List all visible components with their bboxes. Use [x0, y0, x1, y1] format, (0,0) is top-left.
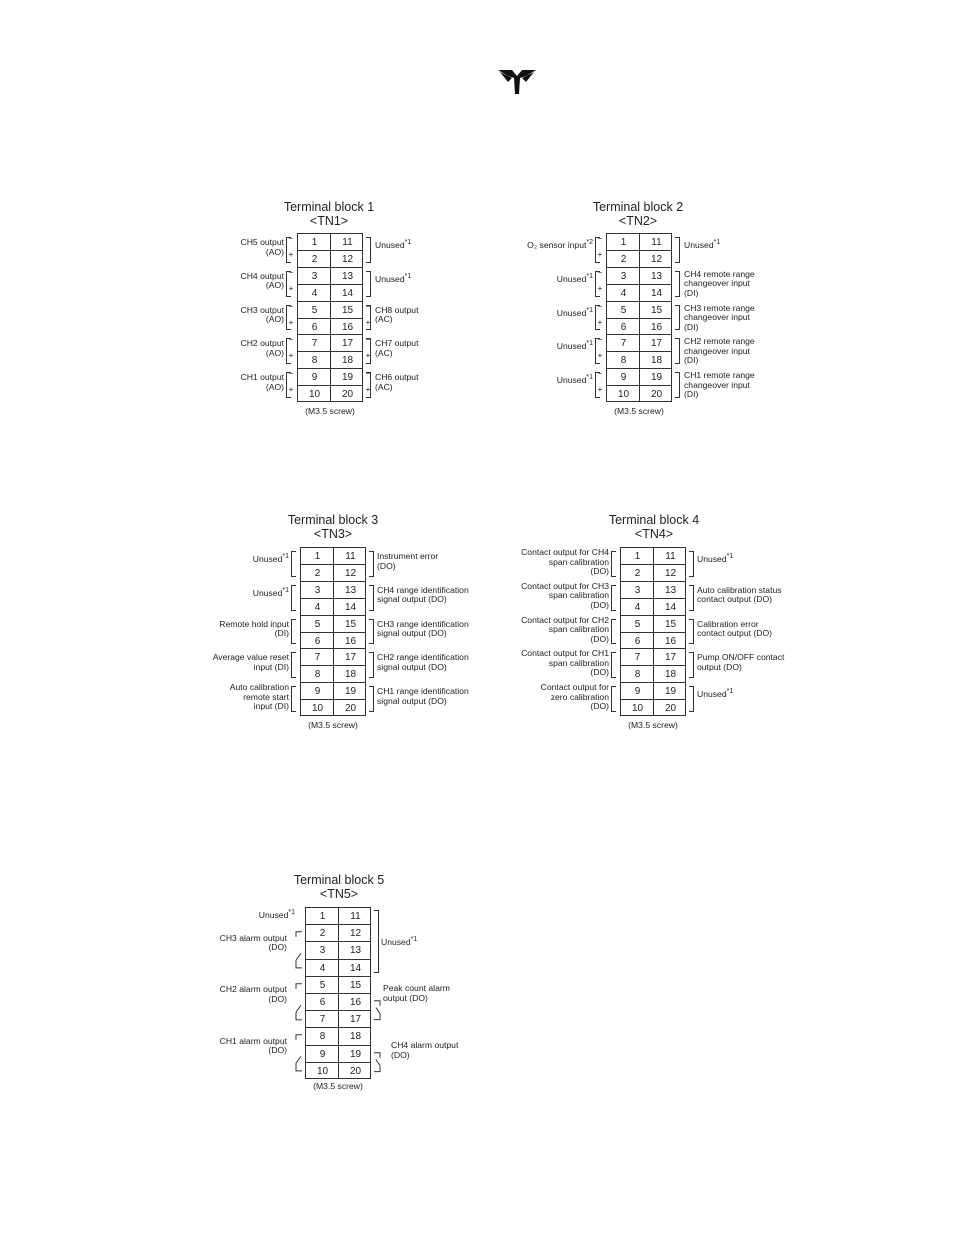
terminal-number-right: 20: [349, 1065, 362, 1077]
block-title: Terminal block 3: [287, 513, 379, 527]
terminal-label-right: Unused$^{*1}$: [381, 935, 418, 947]
polarity-mark: −: [597, 267, 603, 277]
polarity-mark: +: [597, 249, 603, 259]
row-line: [298, 301, 362, 302]
polarity-mark: −: [597, 234, 603, 243]
bracket: [675, 237, 680, 263]
terminal-number-left: 6: [311, 321, 318, 333]
bracket: [291, 619, 296, 645]
polarity-mark: +: [288, 317, 294, 327]
terminal-number-right: 13: [650, 270, 663, 282]
terminal-number-right: 20: [650, 389, 663, 401]
row-line: [621, 682, 685, 683]
terminal-number-right: 17: [664, 652, 677, 664]
terminal-number-right: 17: [341, 338, 354, 350]
terminal-number-left: 6: [620, 321, 627, 333]
row-line: [301, 564, 365, 565]
terminal-number-right: 20: [341, 389, 354, 401]
row-line: [301, 598, 365, 599]
terminal-label-left: CH4 output (AO): [240, 270, 284, 291]
terminal-number-left: 7: [319, 1014, 326, 1026]
row-line: [621, 632, 685, 633]
row-line: [306, 1062, 370, 1063]
bracket: [689, 652, 694, 678]
polarity-mark: −: [597, 301, 603, 311]
bracket: [611, 619, 616, 645]
terminal-number-right: 14: [650, 287, 663, 299]
teledyne-logo-icon: [498, 70, 536, 94]
terminal-number-left: 6: [314, 635, 321, 647]
bracket: [291, 585, 296, 611]
terminal-number-right: 16: [650, 321, 663, 333]
row-line: [301, 581, 365, 582]
row-line: [306, 959, 370, 960]
terminal-number-left: 4: [314, 601, 321, 613]
terminal-number-right: 13: [349, 945, 362, 957]
row-line: [298, 250, 362, 251]
terminal-number-left: 2: [311, 253, 318, 265]
terminal-number-left: 4: [634, 601, 641, 613]
bracket: [291, 686, 296, 712]
terminal-number-right: 17: [349, 1014, 362, 1026]
row-line: [621, 648, 685, 649]
terminal-number-right: 12: [650, 253, 663, 265]
bracket: [611, 652, 616, 678]
relay-contact-icon: [292, 924, 304, 976]
terminal-number-right: 18: [341, 355, 354, 367]
terminal-number-right: 16: [664, 635, 677, 647]
terminal-label-right: Auto calibration status contact output (DO): [697, 584, 782, 605]
polarity-mark: −: [597, 335, 603, 345]
terminal-label-left: CH5 output (AO): [240, 237, 284, 257]
polarity-mark: −: [365, 301, 371, 311]
terminal-number-left: 8: [311, 355, 318, 367]
terminal-number-left: 2: [634, 567, 641, 579]
row-line: [301, 699, 365, 700]
terminal-number-right: 12: [341, 253, 354, 265]
row-line: [621, 665, 685, 666]
terminal-number-left: 5: [634, 618, 641, 630]
terminal-number-right: 19: [349, 1048, 362, 1060]
row-line: [306, 1027, 370, 1028]
row-line: [607, 368, 671, 369]
bracket: [291, 652, 296, 678]
terminal-number-left: 3: [319, 945, 326, 957]
bracket: [675, 271, 680, 297]
terminal-number-right: 18: [349, 1031, 362, 1043]
row-line: [621, 615, 685, 616]
terminal-label-right: CH1 remote range changeover input (DI): [684, 370, 755, 400]
polarity-mark: +: [597, 283, 603, 293]
terminal-number-right: 14: [349, 962, 362, 974]
terminal-number-left: 1: [319, 911, 326, 922]
bracket: [689, 551, 694, 577]
terminal-table: [305, 907, 371, 1079]
block-subtitle: <TN4>: [634, 527, 674, 541]
bracket: [675, 338, 680, 364]
terminal-number-left: 6: [319, 997, 326, 1008]
bracket: [366, 237, 371, 263]
row-line: [621, 598, 685, 599]
terminal-number-right: 13: [664, 584, 677, 596]
terminal-number-left: 9: [319, 1048, 326, 1060]
terminal-label-left: Contact output for CH2 span calibration (DO): [521, 614, 609, 644]
row-line: [607, 284, 671, 285]
row-line: [306, 924, 370, 925]
block-subtitle: <TN3>: [313, 527, 353, 541]
terminal-label-right: Calibration error contact output (DO): [697, 618, 772, 639]
terminal-number-right: 11: [342, 237, 353, 248]
bracket: [675, 305, 680, 331]
terminal-number-right: 17: [650, 338, 663, 350]
terminal-number-right: 16: [341, 321, 354, 333]
terminal-number-left: 5: [311, 304, 318, 316]
terminal-number-right: 14: [344, 601, 357, 613]
terminal-number-left: 8: [319, 1031, 326, 1043]
row-line: [298, 267, 362, 268]
terminal-label-left: Auto calibration remote start input (DI): [229, 682, 289, 712]
terminal-label-left: Contact output for CH4 span calibration (DO): [521, 547, 609, 576]
terminal-number-right: 15: [349, 979, 362, 991]
terminal-number-left: 4: [311, 287, 318, 299]
terminal-label-left: Contact output for CH3 span calibration (DO): [521, 580, 609, 610]
terminal-number-right: 20: [664, 703, 677, 715]
polarity-mark: +: [288, 351, 294, 361]
terminal-number-left: 9: [314, 686, 321, 698]
terminal-label-right: Peak count alarm output (DO): [383, 983, 450, 1003]
bracket: [291, 551, 296, 577]
terminal-number-left: 4: [620, 287, 627, 299]
polarity-mark: −: [288, 267, 294, 277]
row-line: [621, 699, 685, 700]
terminal-number-right: 18: [344, 669, 357, 681]
terminal-number-right: 15: [344, 618, 357, 630]
polarity-mark: −: [597, 369, 603, 379]
terminal-label-left: Unused$^{*1}$: [556, 306, 593, 318]
terminal-label-right: CH2 remote range changeover input (DI): [684, 336, 755, 366]
terminal-number-left: 9: [620, 372, 627, 384]
terminal-number-left: 8: [314, 669, 321, 681]
terminal-number-left: 5: [319, 979, 326, 991]
row-line: [298, 351, 362, 352]
row-line: [301, 648, 365, 649]
terminal-label-right: Instrument error (DO): [377, 551, 439, 571]
bracket: [611, 551, 616, 577]
terminal-number-right: 11: [665, 551, 676, 562]
terminal-number-right: 19: [341, 372, 354, 384]
terminal-number-left: 2: [319, 928, 326, 940]
terminal-label-right: CH8 output (AC): [375, 304, 419, 325]
row-line: [301, 682, 365, 683]
polarity-mark: +: [288, 385, 294, 395]
bracket: [689, 585, 694, 611]
bracket: [374, 910, 379, 973]
row-line: [607, 351, 671, 352]
terminal-number-right: 16: [344, 635, 357, 647]
polarity-mark: −: [288, 301, 294, 311]
polarity-mark: +: [597, 385, 603, 395]
terminal-number-left: 1: [620, 237, 627, 248]
bracket: [369, 686, 374, 712]
polarity-mark: −: [288, 369, 294, 379]
terminal-label-left: Unused$^{*1}$: [556, 374, 593, 386]
row-line: [298, 334, 362, 335]
terminal-number-left: 1: [314, 551, 321, 562]
terminal-number-right: 11: [345, 551, 356, 562]
terminal-number-left: 9: [634, 686, 641, 698]
terminal-number-left: 3: [620, 270, 627, 282]
terminal-number-left: 7: [620, 338, 627, 350]
terminal-number-left: 2: [314, 567, 321, 579]
row-line: [298, 368, 362, 369]
terminal-label-left: CH2 output (AO): [240, 338, 284, 358]
relay-contact-icon: [292, 976, 304, 1028]
terminal-label-right: CH6 output (AC): [375, 372, 419, 392]
bracket: [366, 271, 371, 297]
terminal-number-right: 13: [344, 584, 357, 596]
block-title: Terminal block 1: [283, 200, 375, 214]
screw-note: (M3.5 screw): [313, 1081, 363, 1091]
block-title: Terminal block 2: [592, 200, 684, 214]
row-line: [621, 564, 685, 565]
terminal-number-left: 2: [620, 253, 627, 265]
bracket: [611, 686, 616, 712]
terminal-label-right: CH3 remote range changeover input (DI): [684, 302, 755, 332]
bracket: [369, 585, 374, 611]
terminal-table: [297, 233, 363, 402]
terminal-label-right: Unused$^{*1}$: [375, 239, 412, 250]
screw-note: (M3.5 screw): [308, 720, 358, 730]
polarity-mark: −: [288, 335, 294, 345]
terminal-label-left: CH3 alarm output (DO): [219, 932, 287, 953]
screw-note: (M3.5 screw): [305, 406, 355, 416]
terminal-number-left: 10: [311, 703, 324, 715]
bracket: [369, 619, 374, 645]
row-line: [306, 941, 370, 942]
block-title: Terminal block 5: [293, 873, 385, 887]
terminal-table: [300, 547, 366, 716]
terminal-label-right: Pump ON/OFF contact output (DO): [697, 652, 785, 672]
polarity-mark: +: [365, 385, 371, 395]
terminal-label-right: CH2 range identification signal output (DO): [377, 652, 469, 672]
row-line: [607, 301, 671, 302]
relay-contact-icon: [292, 1027, 304, 1079]
terminal-label-right: CH3 range identification signal output (DO): [377, 618, 469, 639]
terminal-number-right: 14: [341, 287, 354, 299]
bracket: [689, 686, 694, 712]
terminal-number-left: 10: [617, 389, 630, 401]
polarity-mark: +: [288, 283, 294, 293]
row-line: [607, 334, 671, 335]
terminal-number-right: 12: [664, 567, 677, 579]
terminal-number-left: 3: [634, 584, 641, 596]
terminal-label-right: CH7 output (AC): [375, 338, 419, 358]
terminal-number-right: 11: [350, 911, 361, 922]
terminal-number-left: 10: [316, 1065, 329, 1077]
polarity-mark: −: [288, 234, 294, 243]
terminal-number-left: 7: [314, 652, 321, 664]
terminal-number-left: 7: [634, 652, 641, 664]
terminal-number-right: 11: [651, 237, 662, 248]
terminal-number-left: 5: [620, 304, 627, 316]
terminal-label-right: Unused$^{*1}$: [697, 688, 734, 700]
polarity-mark: +: [597, 317, 603, 327]
row-line: [607, 318, 671, 319]
polarity-mark: +: [597, 351, 603, 361]
terminal-number-right: 17: [344, 652, 357, 664]
block-subtitle: <TN5>: [319, 887, 359, 901]
terminal-number-left: 3: [311, 270, 318, 282]
row-line: [301, 632, 365, 633]
terminal-number-left: 8: [620, 355, 627, 367]
polarity-mark: −: [365, 369, 371, 379]
terminal-number-right: 15: [650, 304, 663, 316]
terminal-label-left: CH3 output (AO): [240, 304, 284, 325]
block-subtitle: <TN1>: [309, 214, 349, 228]
terminal-label-right: CH1 range identification signal output (DO): [377, 686, 469, 706]
terminal-number-right: 19: [664, 686, 677, 698]
terminal-label-right: Unused$^{*1}$: [684, 239, 721, 250]
row-line: [621, 581, 685, 582]
terminal-number-left: 5: [314, 618, 321, 630]
terminal-number-left: 3: [314, 584, 321, 596]
row-line: [306, 1010, 370, 1011]
terminal-label-right: CH4 remote range changeover input (DI): [684, 268, 755, 298]
polarity-mark: +: [365, 351, 371, 361]
terminal-label-left: CH1 alarm output (DO): [219, 1035, 287, 1056]
terminal-number-left: 7: [311, 338, 318, 350]
terminal-number-left: 10: [631, 703, 644, 715]
bracket: [675, 372, 680, 398]
terminal-label-left: Unused$^{*1}$: [258, 909, 295, 920]
terminal-label-left: Unused$^{*1}$: [252, 553, 289, 564]
polarity-mark: +: [365, 317, 371, 327]
terminal-number-right: 12: [349, 928, 362, 940]
terminal-label-left: Average value reset input (DI): [212, 652, 289, 672]
terminal-label-left: Contact output for zero calibration (DO): [540, 682, 609, 712]
terminal-number-left: 1: [311, 237, 318, 248]
bracket: [689, 619, 694, 645]
bracket: [369, 551, 374, 577]
terminal-label-right: Unused$^{*1}$: [375, 272, 412, 284]
terminal-number-left: 6: [634, 635, 641, 647]
terminal-number-left: 8: [634, 669, 641, 681]
row-line: [298, 284, 362, 285]
bracket: [611, 585, 616, 611]
terminal-number-right: 18: [650, 355, 663, 367]
screw-note: (M3.5 screw): [614, 406, 664, 416]
terminal-label-left: Unused$^{*1}$: [252, 586, 289, 598]
terminal-label-right: CH4 range identification signal output (DO): [377, 584, 469, 605]
terminal-label-left: Contact output for CH1 span calibration (DO): [521, 648, 609, 678]
terminal-number-right: 15: [664, 618, 677, 630]
terminal-label-right: Unused$^{*1}$: [697, 553, 734, 564]
block-subtitle: <TN2>: [618, 214, 658, 228]
terminal-label-left: CH1 output (AO): [240, 372, 284, 392]
bracket: [369, 652, 374, 678]
row-line: [306, 1045, 370, 1046]
row-line: [607, 267, 671, 268]
screw-note: (M3.5 screw): [628, 720, 678, 730]
terminal-number-right: 14: [664, 601, 677, 613]
row-line: [301, 615, 365, 616]
terminal-label-left: O₂ sensor input$^{*2}$: [527, 239, 593, 250]
terminal-number-right: 20: [344, 703, 357, 715]
terminal-number-right: 18: [664, 669, 677, 681]
terminal-number-right: 19: [650, 372, 663, 384]
terminal-number-left: 9: [311, 372, 318, 384]
row-line: [607, 385, 671, 386]
terminal-label-left: Unused$^{*1}$: [556, 340, 593, 352]
row-line: [298, 318, 362, 319]
terminal-number-right: 19: [344, 686, 357, 698]
terminal-number-right: 12: [344, 567, 357, 579]
row-line: [301, 665, 365, 666]
row-line: [298, 385, 362, 386]
terminal-table: [606, 233, 672, 402]
row-line: [306, 976, 370, 977]
polarity-mark: −: [365, 335, 371, 345]
polarity-mark: +: [288, 249, 294, 259]
terminal-number-left: 10: [308, 389, 321, 401]
row-line: [306, 993, 370, 994]
terminal-label-left: CH2 alarm output (DO): [219, 984, 287, 1004]
terminal-number-right: 13: [341, 270, 354, 282]
relay-contact-icon: [373, 1045, 385, 1079]
terminal-number-right: 16: [349, 997, 362, 1008]
terminal-table: [620, 547, 686, 716]
terminal-label-left: Unused$^{*1}$: [556, 272, 593, 284]
terminal-label-right: CH4 alarm output (DO): [391, 1040, 459, 1060]
block-title: Terminal block 4: [608, 513, 700, 527]
terminal-number-right: 15: [341, 304, 354, 316]
row-line: [607, 250, 671, 251]
terminal-number-left: 1: [634, 551, 641, 562]
terminal-number-left: 4: [319, 962, 326, 974]
terminal-label-left: Remote hold input (DI): [219, 618, 289, 639]
